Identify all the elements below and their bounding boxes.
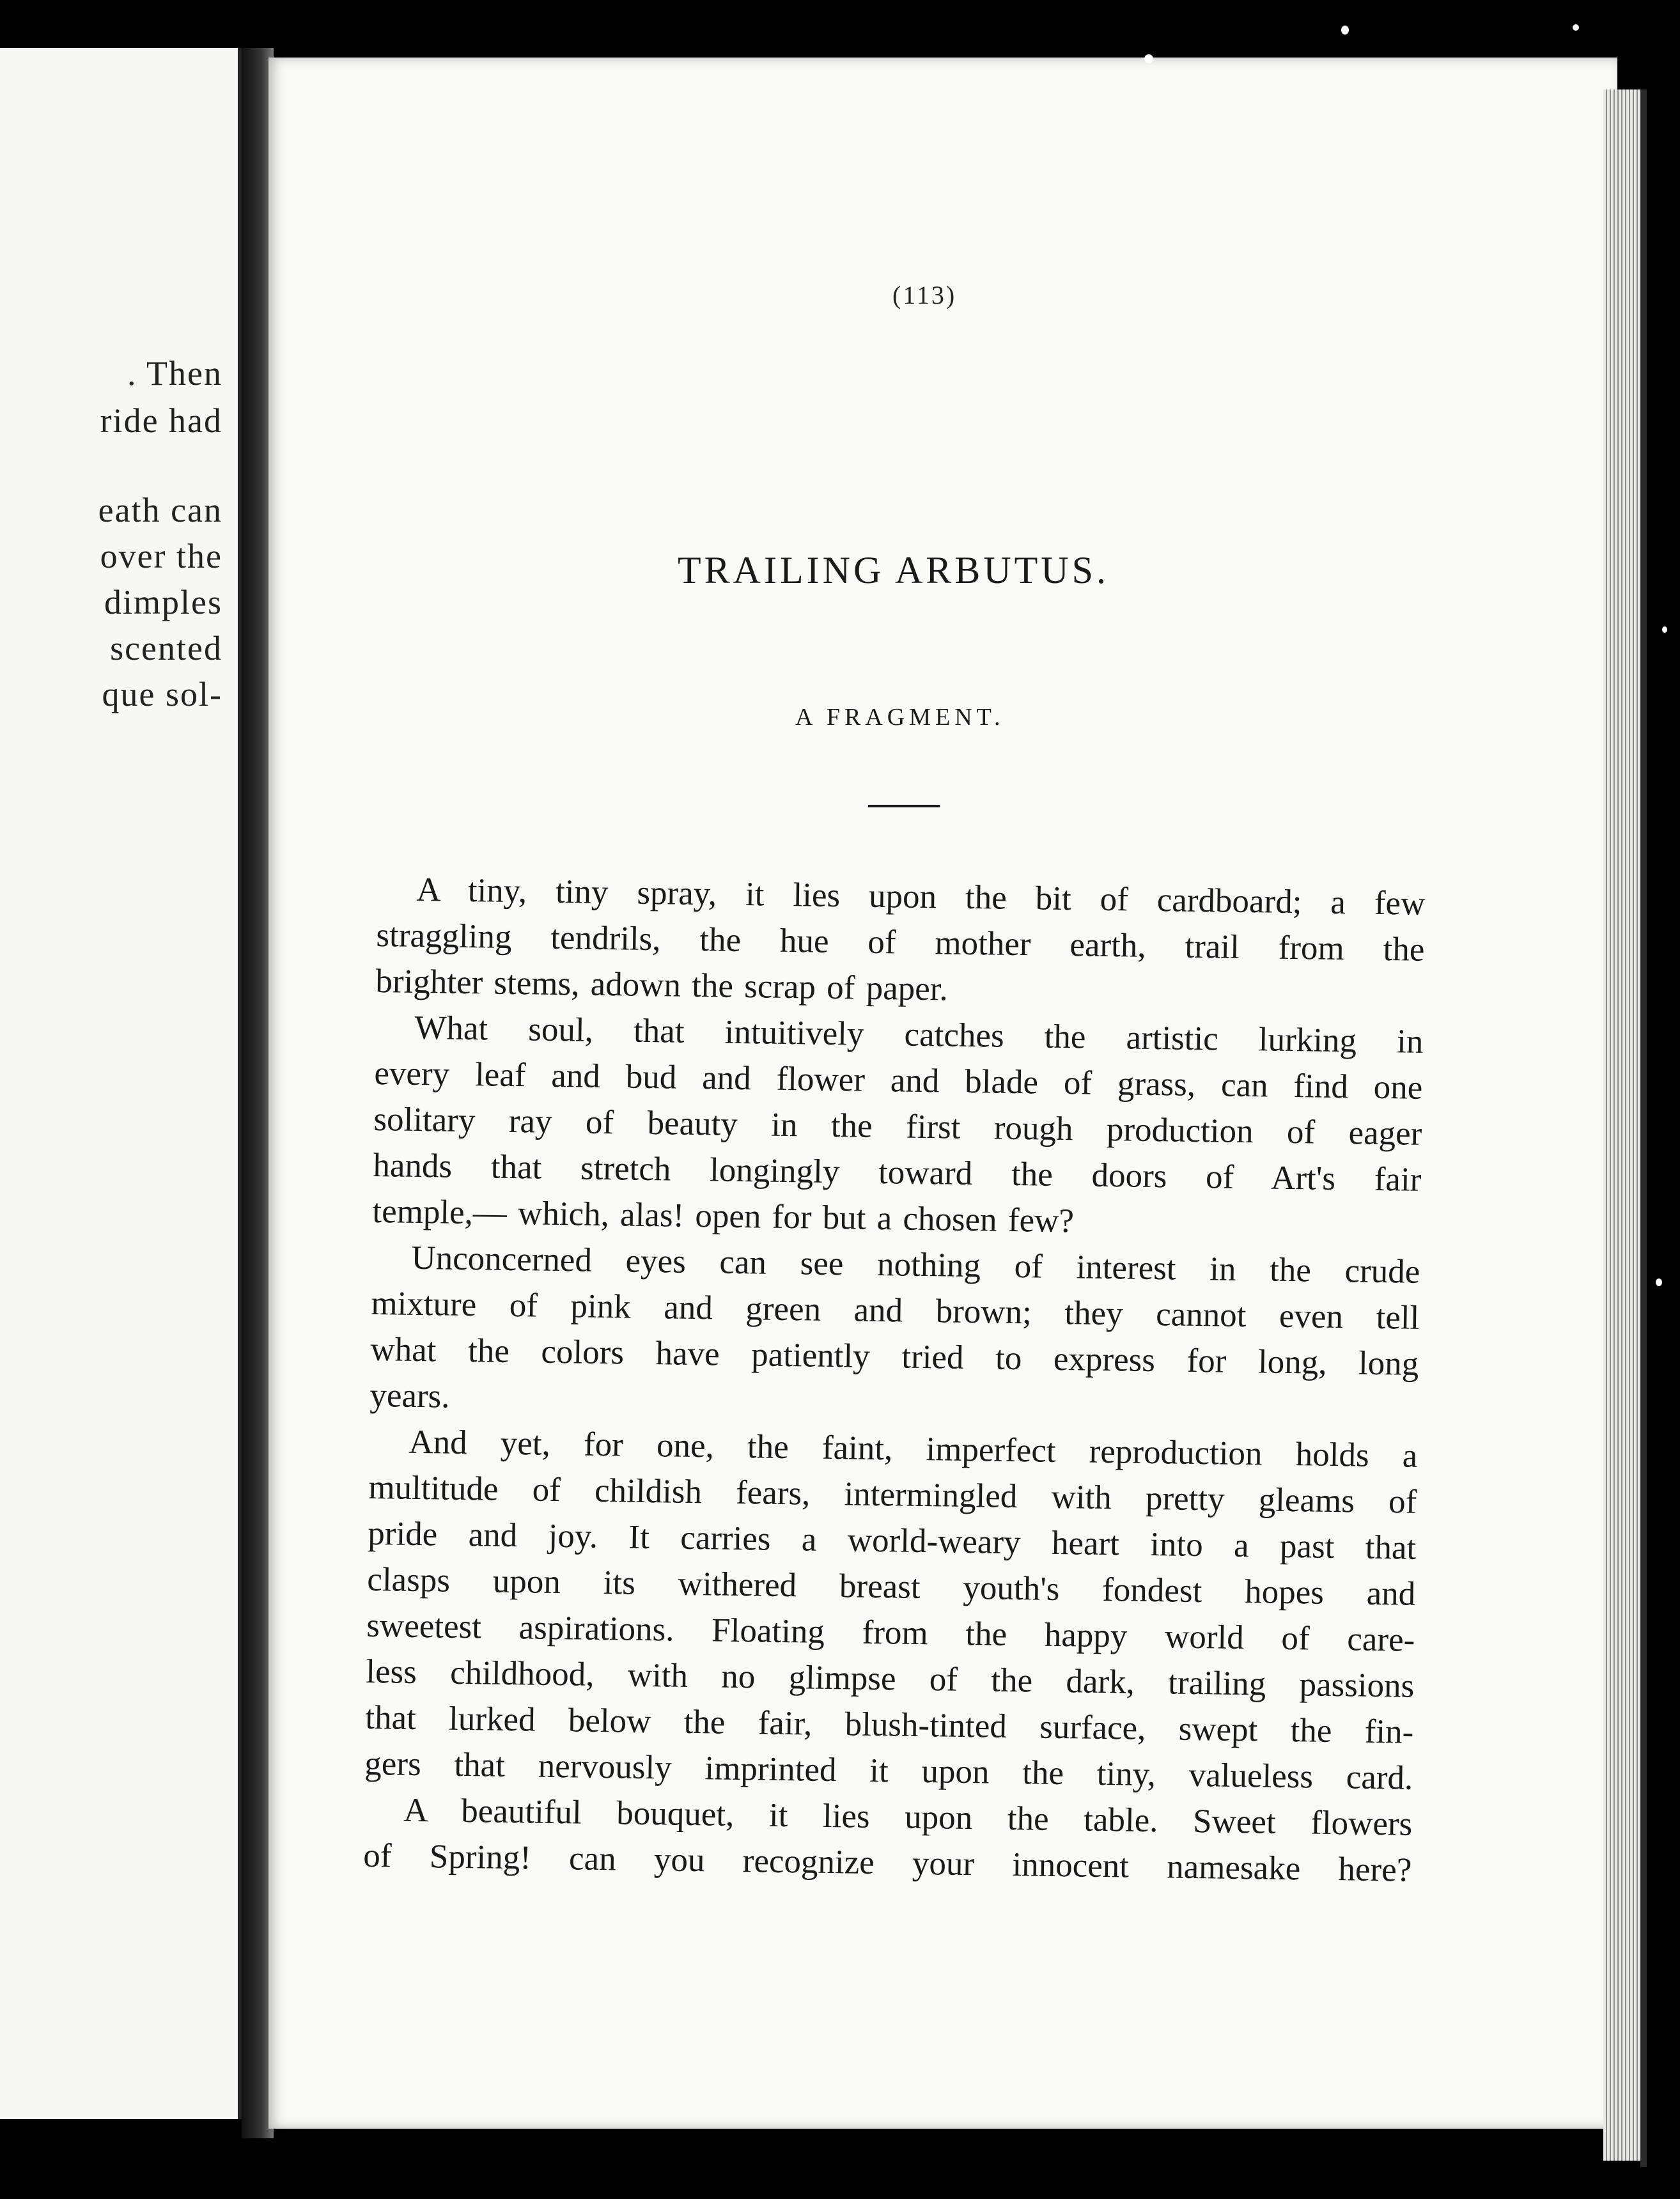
body-text xyxy=(363,866,1426,1893)
dust-speck xyxy=(1656,1278,1662,1286)
dust-speck xyxy=(1662,626,1667,633)
page-edge-shadow xyxy=(1640,89,1647,2167)
dust-speck xyxy=(1341,26,1349,35)
page-number: (113) xyxy=(892,281,957,309)
dust-speck xyxy=(1573,24,1579,31)
text-line: of Spring! can you recognize your innocent namesake here? xyxy=(362,1837,1412,1889)
text-line: gers that nervously imprinted it upon the tiny, valueless card. xyxy=(364,1744,1413,1797)
text-line: temple,— which, alas! open for but a chosen few? xyxy=(372,1192,1075,1240)
text-line: pride and joy. It carries a world-weary heart into a past that xyxy=(368,1514,1417,1567)
left-page-fragment: over the xyxy=(100,537,222,575)
page-subtitle: A FRAGMENT. xyxy=(795,704,1005,731)
section-rule xyxy=(868,805,940,807)
text-line: straggling tendrils, the hue of mother earth, trail from the xyxy=(376,916,1425,968)
text-line: every leaf and bud and flower and blade of grass, can find one xyxy=(374,1054,1423,1107)
text-line: A tiny, tiny spray, it lies upon the bit of cardboard; a few xyxy=(416,871,1426,922)
left-page-fragment: . Then xyxy=(127,354,222,392)
text-line: solitary ray of beauty in the first rough production of eager xyxy=(373,1100,1422,1153)
dust-speck xyxy=(1144,54,1153,63)
text-line: less childhood, with no glimpse of the dark, trailing passions xyxy=(366,1652,1415,1705)
text-line: sweetest aspirations. Floating from the happy world of care- xyxy=(366,1606,1415,1659)
text-line: Unconcerned eyes can see nothing of interest in the crude xyxy=(411,1239,1420,1291)
left-page-fragment: ride had xyxy=(100,401,222,440)
text-line: hands that stretch longingly toward the doors of Art's fair xyxy=(373,1146,1422,1199)
text-line: And yet, for one, the faint, imperfect reproduction holds a xyxy=(408,1423,1418,1475)
text-line: What soul, that intuitively catches the artistic lurking in xyxy=(414,1009,1424,1061)
text-line: what the colors have patiently tried to express for long, long xyxy=(370,1330,1419,1383)
text-line: years. xyxy=(369,1376,450,1415)
text-line: brighter stems, adown the scrap of paper. xyxy=(375,962,949,1008)
left-page-fragment: dimples xyxy=(104,583,222,621)
text-line: A beautiful bouquet, it lies upon the table. Sweet flowers xyxy=(403,1791,1413,1843)
left-page-fragment: que sol- xyxy=(102,675,222,713)
left-page-fragment: scented xyxy=(110,629,222,667)
left-page-fragment: eath can xyxy=(98,491,222,529)
text-line: mixture of pink and green and brown; they cannot even tell xyxy=(371,1284,1420,1337)
text-line: clasps upon its withered breast youth's fondest hopes and xyxy=(367,1560,1416,1613)
page-title: TRAILING ARBUTUS. xyxy=(678,549,1110,591)
text-line: that lurked below the fair, blush-tinted surface, swept the fin- xyxy=(364,1698,1414,1751)
left-facing-page xyxy=(0,48,242,2119)
page-stack-edges xyxy=(1603,89,1642,2161)
text-line: multitude of childish fears, intermingled with pretty gleams of xyxy=(368,1468,1417,1521)
